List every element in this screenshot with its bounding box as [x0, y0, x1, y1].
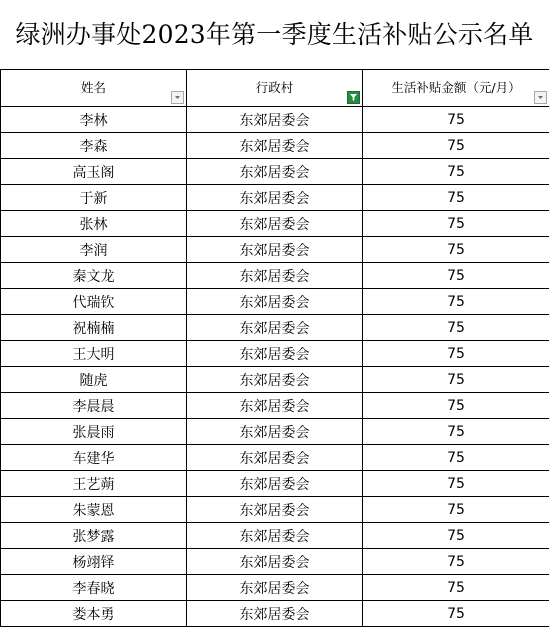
cell-name[interactable]: 张梦露 [1, 523, 187, 549]
cell-village[interactable]: 东郊居委会 [187, 523, 363, 549]
table-row [1, 107, 549, 133]
table-row [1, 237, 549, 263]
column-header-village [187, 70, 363, 107]
cell-village[interactable]: 东郊居委会 [187, 289, 363, 315]
cell-village[interactable]: 东郊居委会 [187, 315, 363, 341]
cell-amount[interactable]: 75 [363, 263, 549, 289]
cell-amount[interactable]: 75 [363, 549, 549, 575]
cell-name[interactable]: 李春晓 [1, 575, 187, 601]
column-filter-button[interactable] [171, 91, 184, 104]
cell-amount[interactable]: 75 [363, 133, 549, 159]
table-row [1, 601, 549, 627]
cell-name[interactable]: 娄本勇 [1, 601, 187, 627]
cell-amount[interactable]: 75 [363, 601, 549, 627]
cell-name[interactable]: 张晨雨 [1, 419, 187, 445]
cell-amount[interactable]: 75 [363, 185, 549, 211]
cell-name[interactable]: 李林 [1, 107, 187, 133]
cell-amount[interactable]: 75 [363, 107, 549, 133]
funnel-filter-icon [348, 92, 359, 103]
table-row [1, 211, 549, 237]
cell-village[interactable]: 东郊居委会 [187, 575, 363, 601]
cell-village[interactable]: 东郊居委会 [187, 185, 363, 211]
chevron-down-icon [172, 92, 183, 103]
cell-village[interactable]: 东郊居委会 [187, 445, 363, 471]
cell-name[interactable]: 李润 [1, 237, 187, 263]
cell-name[interactable]: 高玉阁 [1, 159, 187, 185]
column-header-label: 行政村 [255, 80, 294, 95]
cell-amount[interactable]: 75 [363, 159, 549, 185]
table-row [1, 497, 549, 523]
column-header-amount [363, 70, 549, 107]
cell-village[interactable]: 东郊居委会 [187, 263, 363, 289]
table-row [1, 445, 549, 471]
cell-village[interactable]: 东郊居委会 [187, 107, 363, 133]
cell-village[interactable]: 东郊居委会 [187, 601, 363, 627]
cell-amount[interactable]: 75 [363, 471, 549, 497]
column-header-name [1, 70, 187, 107]
cell-name[interactable]: 随虎 [1, 367, 187, 393]
cell-village[interactable]: 东郊居委会 [187, 419, 363, 445]
table-row [1, 575, 549, 601]
cell-name[interactable]: 王大明 [1, 341, 187, 367]
column-header-label: 生活补贴金额（元/月） [391, 80, 521, 95]
cell-amount[interactable]: 75 [363, 445, 549, 471]
table-row [1, 523, 549, 549]
table-body [1, 107, 549, 627]
table-row [1, 393, 549, 419]
cell-amount[interactable]: 75 [363, 289, 549, 315]
cell-amount[interactable]: 75 [363, 575, 549, 601]
cell-amount[interactable]: 75 [363, 237, 549, 263]
table-row [1, 549, 549, 575]
cell-name[interactable]: 代瑞钦 [1, 289, 187, 315]
table-row [1, 133, 549, 159]
cell-name[interactable]: 秦文龙 [1, 263, 187, 289]
cell-amount[interactable]: 75 [363, 419, 549, 445]
cell-village[interactable]: 东郊居委会 [187, 367, 363, 393]
cell-name[interactable]: 祝楠楠 [1, 315, 187, 341]
cell-amount[interactable]: 75 [363, 393, 549, 419]
cell-village[interactable]: 东郊居委会 [187, 237, 363, 263]
header-row [1, 70, 549, 107]
table-row [1, 263, 549, 289]
column-filter-button[interactable] [534, 91, 547, 104]
table-row [1, 471, 549, 497]
table-row [1, 315, 549, 341]
table-row [1, 419, 549, 445]
cell-village[interactable]: 东郊居委会 [187, 341, 363, 367]
cell-village[interactable]: 东郊居委会 [187, 393, 363, 419]
subsidy-table [0, 69, 549, 627]
cell-name[interactable]: 王艺蒴 [1, 471, 187, 497]
column-header-label: 姓名 [80, 80, 106, 95]
cell-name[interactable]: 李森 [1, 133, 187, 159]
cell-amount[interactable]: 75 [363, 367, 549, 393]
column-filter-button-active[interactable] [347, 91, 360, 104]
cell-name[interactable]: 李晨晨 [1, 393, 187, 419]
table-row [1, 289, 549, 315]
table-row [1, 159, 549, 185]
cell-name[interactable]: 杨翊铎 [1, 549, 187, 575]
cell-village[interactable]: 东郊居委会 [187, 211, 363, 237]
page-title: 绿洲办事处2023年第一季度生活补贴公示名单 [15, 20, 534, 49]
cell-name[interactable]: 朱蒙恩 [1, 497, 187, 523]
table-row [1, 185, 549, 211]
cell-name[interactable]: 车建华 [1, 445, 187, 471]
cell-village[interactable]: 东郊居委会 [187, 471, 363, 497]
chevron-down-icon [535, 92, 546, 103]
cell-amount[interactable]: 75 [363, 211, 549, 237]
cell-village[interactable]: 东郊居委会 [187, 133, 363, 159]
cell-village[interactable]: 东郊居委会 [187, 549, 363, 575]
cell-amount[interactable]: 75 [363, 315, 549, 341]
table-row [1, 367, 549, 393]
cell-name[interactable]: 张林 [1, 211, 187, 237]
cell-village[interactable]: 东郊居委会 [187, 159, 363, 185]
cell-amount[interactable]: 75 [363, 523, 549, 549]
cell-amount[interactable]: 75 [363, 341, 549, 367]
cell-amount[interactable]: 75 [363, 497, 549, 523]
table-row [1, 341, 549, 367]
cell-village[interactable]: 东郊居委会 [187, 497, 363, 523]
cell-name[interactable]: 于新 [1, 185, 187, 211]
